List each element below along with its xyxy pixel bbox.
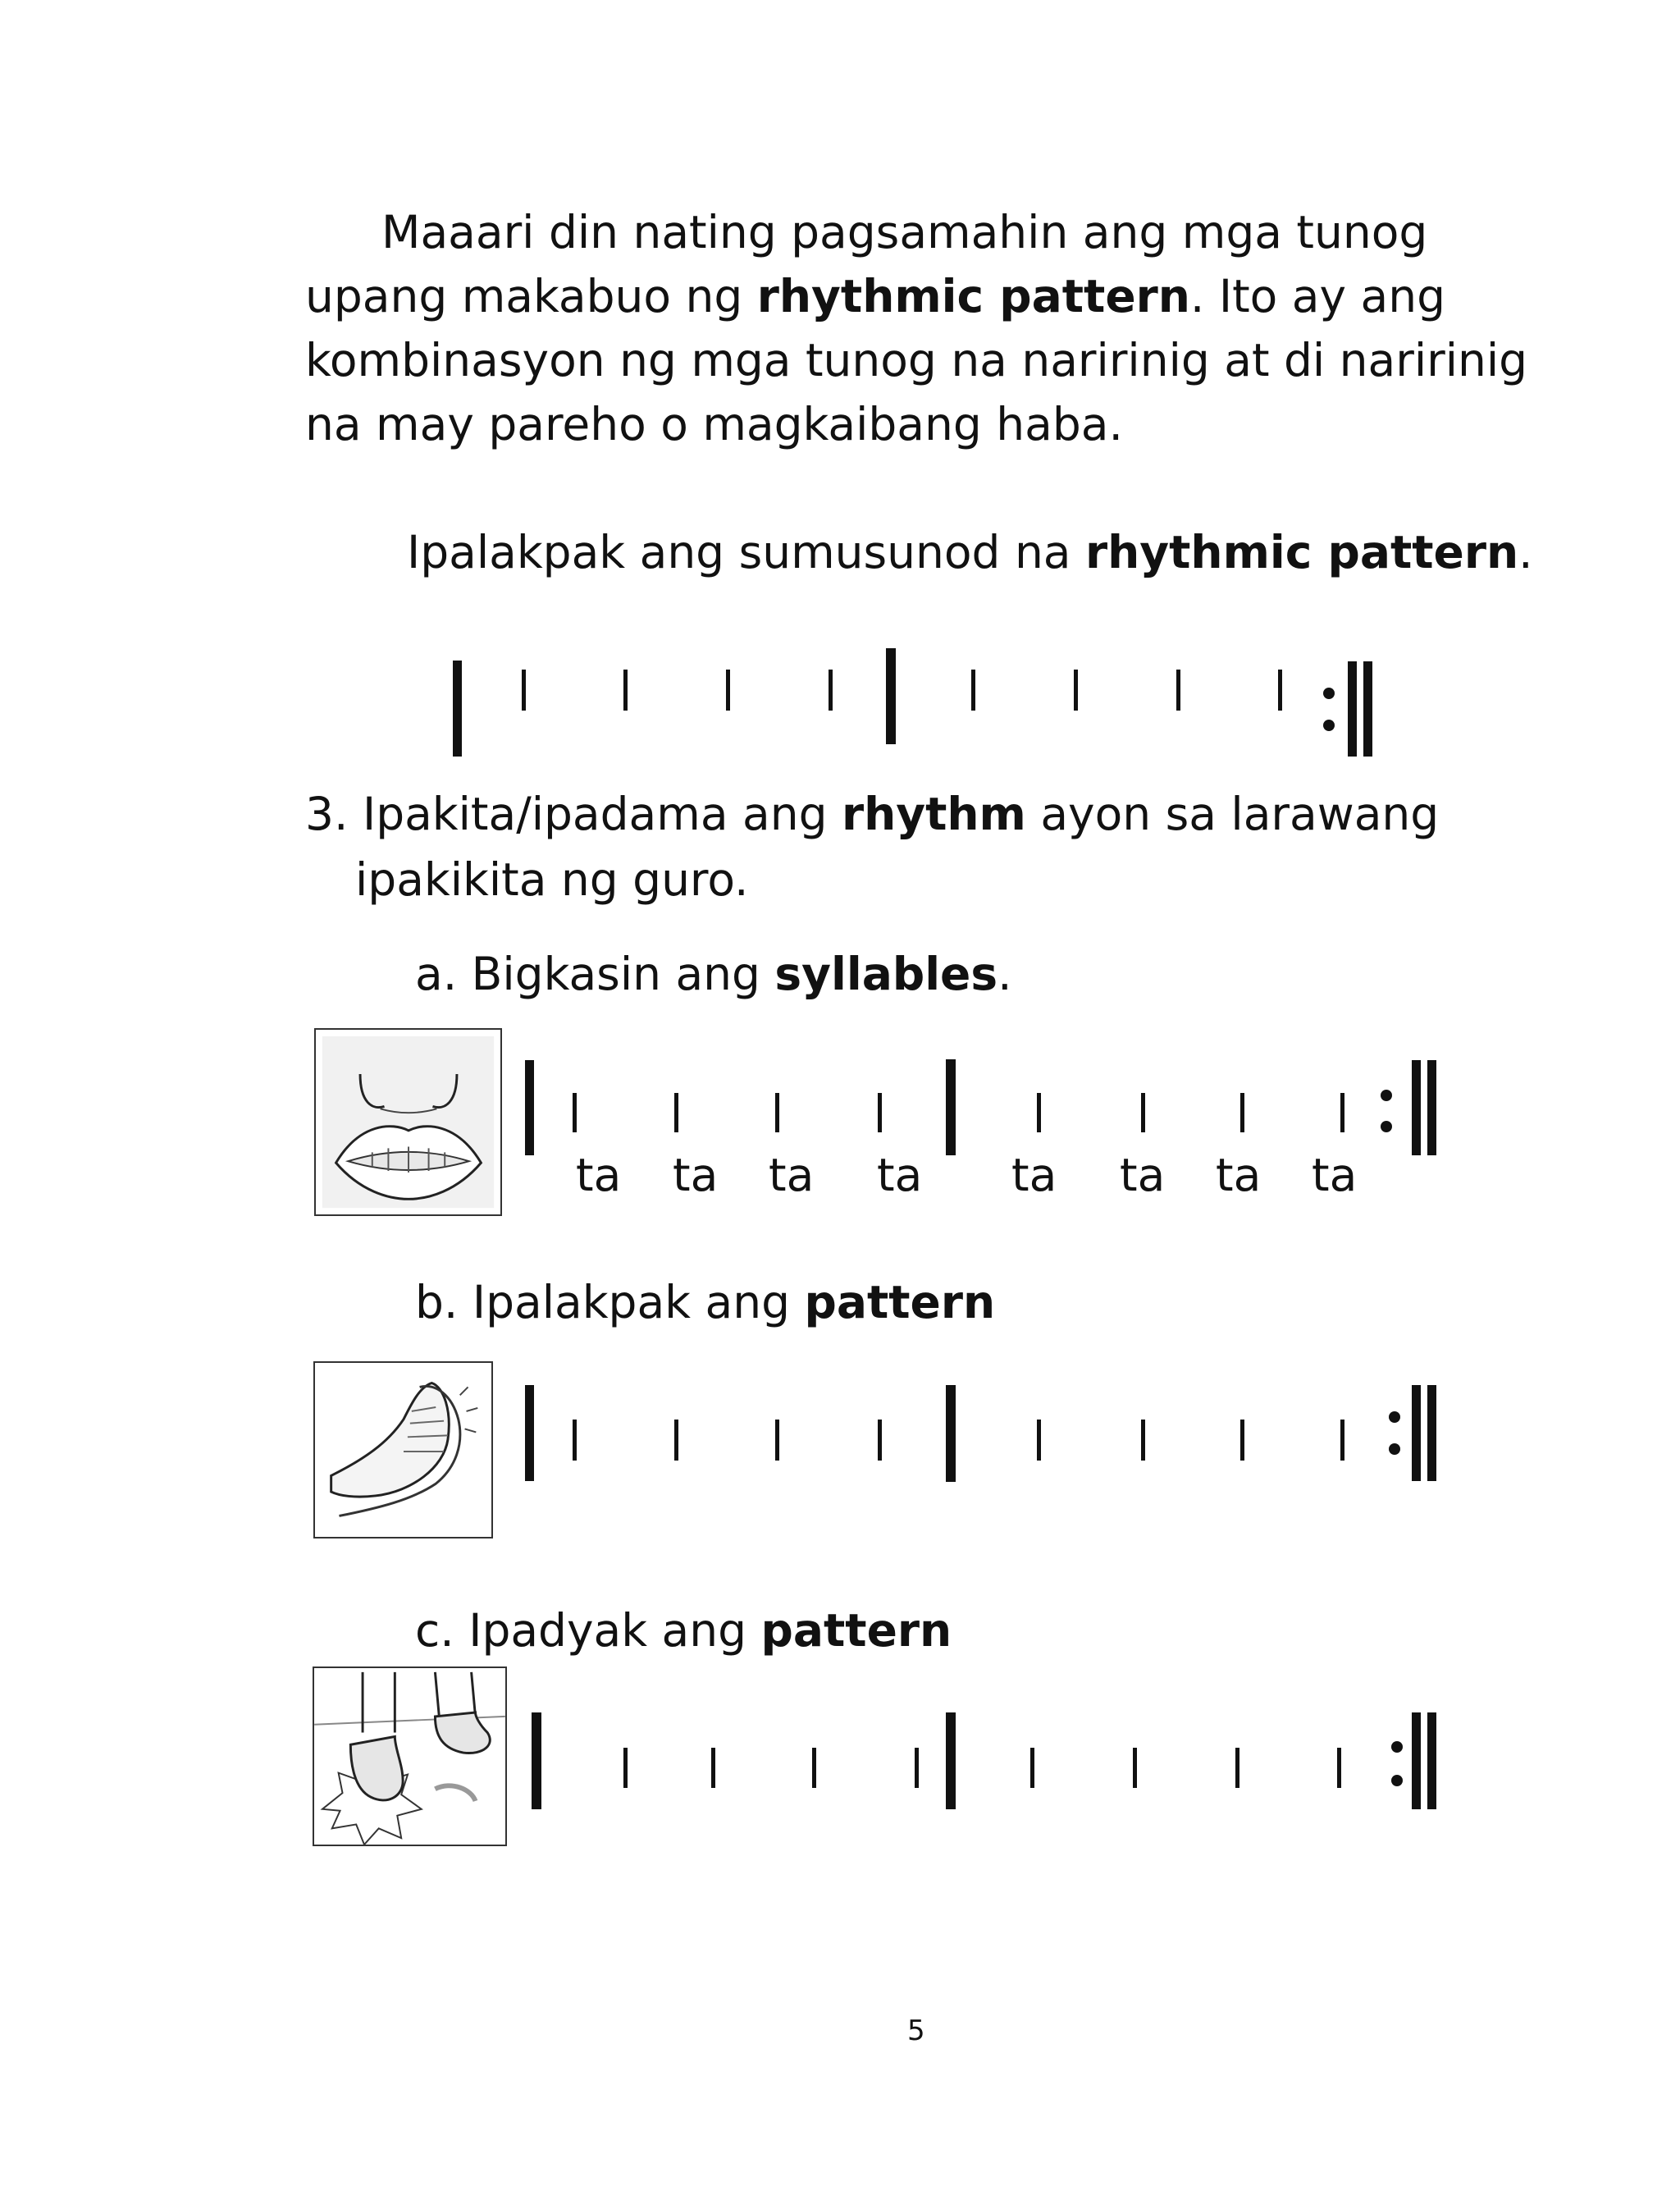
paragraph-line-3: kombinasyon ng mga tunog na naririnig at di naririnig [305,334,1528,386]
quarter-note [812,1748,816,1788]
syllable-ta: ta [877,1149,923,1201]
quarter-note [711,1748,715,1788]
quarter-note [623,1748,628,1788]
quarter-note [1337,1748,1341,1788]
item-b-heading: b. Ipalakpak ang pattern [415,1276,996,1328]
syllable-ta: ta [673,1149,719,1201]
rhythmic-pattern-term: rhythmic pattern [756,270,1190,322]
syllable-ta: ta [1312,1149,1358,1201]
syllable-ta: ta [576,1149,622,1201]
item3-line-2: ipakikita ng guro. [355,853,749,906]
paragraph-line-2: upang makabuo ng rhythmic pattern. Ito ay ang [305,270,1445,322]
paragraph-line-1: Maaari din nating pagsamahin ang mga tunog [381,206,1428,258]
page-number: 5 [907,2014,925,2047]
syllable-ta: ta [1216,1149,1262,1201]
quarter-note [915,1748,919,1788]
quarter-note [1133,1748,1137,1788]
repeat-dot [1391,1775,1403,1786]
paragraph-line-4: na may pareho o magkaibang haba. [305,398,1123,450]
item-a-heading: a. Bigkasin ang syllables. [415,948,1012,1000]
clap-instruction: Ipalakpak ang sumusunod na rhythmic pattern. [407,526,1533,578]
syllable-ta: ta [1120,1149,1166,1201]
measure-bar [946,1712,956,1809]
syllable-ta: ta [1011,1149,1057,1201]
repeat-bar [1412,1712,1421,1809]
repeat-bar [1427,1712,1436,1809]
measure-bar [532,1712,541,1809]
quarter-note [1235,1748,1239,1788]
item-c-heading: c. Ipadyak ang pattern [415,1604,952,1657]
quarter-note [1030,1748,1034,1788]
syllable-ta: ta [769,1149,815,1201]
item3-line-1: 3. Ipakita/ipadama ang rhythm ayon sa larawang [305,788,1440,840]
repeat-dot [1391,1741,1403,1753]
